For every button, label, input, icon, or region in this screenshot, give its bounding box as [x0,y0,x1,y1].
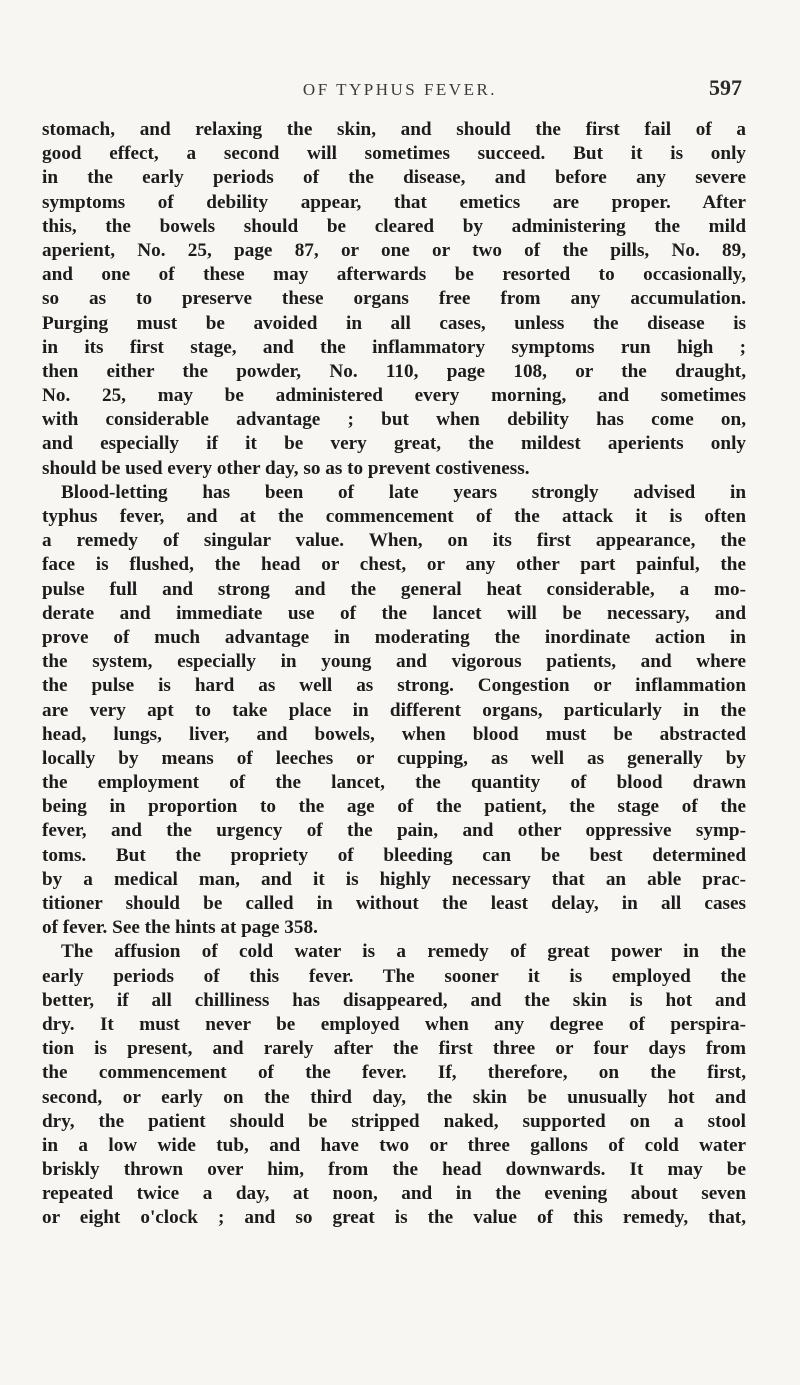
text-line: and one of these may afterwards be resorted to occasionally, [42,264,746,286]
text-line: better, if all chilliness has disappeared, and the skin is hot and [42,989,746,1011]
text-line: derate and immediate use of the lancet will be necessary, and [42,602,746,624]
text-line: pulse full and strong and the general heat considerable, a mo- [42,578,746,600]
text-line: Purging must be avoided in all cases, unless the disease is [42,312,746,334]
text-line: a remedy of singular value. When, on its first appearance, the [42,530,746,552]
text-line: locally by means of leeches or cupping, as well as generally by [42,747,746,769]
text-line: the commencement of the fever. If, therefore, on the first, [42,1062,746,1084]
text-line: by a medical man, and it is highly necessary that an able prac- [42,868,746,890]
page-header [0,75,800,110]
text-line: toms. But the propriety of bleeding can be best determined [42,844,746,866]
text-line: dry, the patient should be stripped naked, supported on a stool [42,1110,746,1132]
text-line: second, or early on the third day, the skin be unusually hot and [42,1086,746,1108]
text-line: or eight o'clock ; and so great is the value of this remedy, that, [42,1207,746,1229]
text-line: this, the bowels should be cleared by administering the mild [42,215,746,237]
text-line: titioner should be called in without the least delay, in all cases [42,893,746,914]
text-line: the employment of the lancet, the quantity of blood drawn [42,772,746,794]
text-line: tion is present, and rarely after the first three or four days from [42,1038,746,1060]
text-line: in its first stage, and the inflammatory symptoms run high ; [42,336,746,358]
paragraph-start-line: Blood-letting has been of late years strongly advised in [61,481,746,503]
text-line: dry. It must never be employed when any degree of perspira- [42,1013,746,1035]
text-line: typhus fever, and at the commencement of the attack it is often [42,506,746,527]
text-line: the pulse is hard as well as strong. Congestion or inflammation [42,675,746,697]
text-line: with considerable advantage ; but when debility has come on, [42,409,746,431]
text-line: fever, and the urgency of the pain, and other oppressive symp- [42,820,746,842]
text-line: briskly thrown over him, from the head downwards. It may be [42,1159,746,1181]
text-line: symptoms of debility appear, that emetics are proper. After [42,191,746,213]
text-line: in the early periods of the disease, and before any severe [42,167,746,189]
text-line: are very apt to take place in different organs, particularly in the [42,699,746,721]
text-line: aperient, No. 25, page 87, or one or two of the pills, No. 89, [42,239,746,261]
text-line: should be used every other day, so as to prevent costiveness. [42,457,530,479]
text-line: good effect, a second will sometimes succeed. But it is only [42,143,746,165]
page-number: 597 [709,75,742,100]
text-line: repeated twice a day, at noon, and in the evening about seven [42,1183,746,1205]
text-line: of fever. See the hints at page 358. [42,917,318,939]
text-line: then either the powder, No. 110, page 108, or the draught, [42,360,746,382]
text-line: early periods of this fever. The sooner it is employed the [42,965,746,987]
text-line: face is flushed, the head or chest, or any other part painful, the [42,554,746,576]
text-line: the system, especially in young and vigorous patients, and where [42,651,746,673]
body-text [42,118,746,1231]
text-line: prove of much advantage in moderating the inordinate action in [42,626,746,648]
running-head: OF TYPHUS FEVER. [302,80,498,99]
text-line: so as to preserve these organs free from any accumulation. [42,288,746,310]
text-line: stomach, and relaxing the skin, and should the first fail of a [42,119,746,140]
text-line: No. 25, may be administered every morning, and sometimes [42,385,746,407]
text-line: head, lungs, liver, and bowels, when blood must be abstracted [42,723,746,745]
text-line: being in proportion to the age of the patient, the stage of the [42,796,746,818]
text-line: in a low wide tub, and have two or three gallons of cold water [42,1134,746,1156]
text-line: and especially if it be very great, the mildest aperients only [42,433,746,455]
paragraph-start-line: The affusion of cold water is a remedy of great power in the [61,941,746,963]
